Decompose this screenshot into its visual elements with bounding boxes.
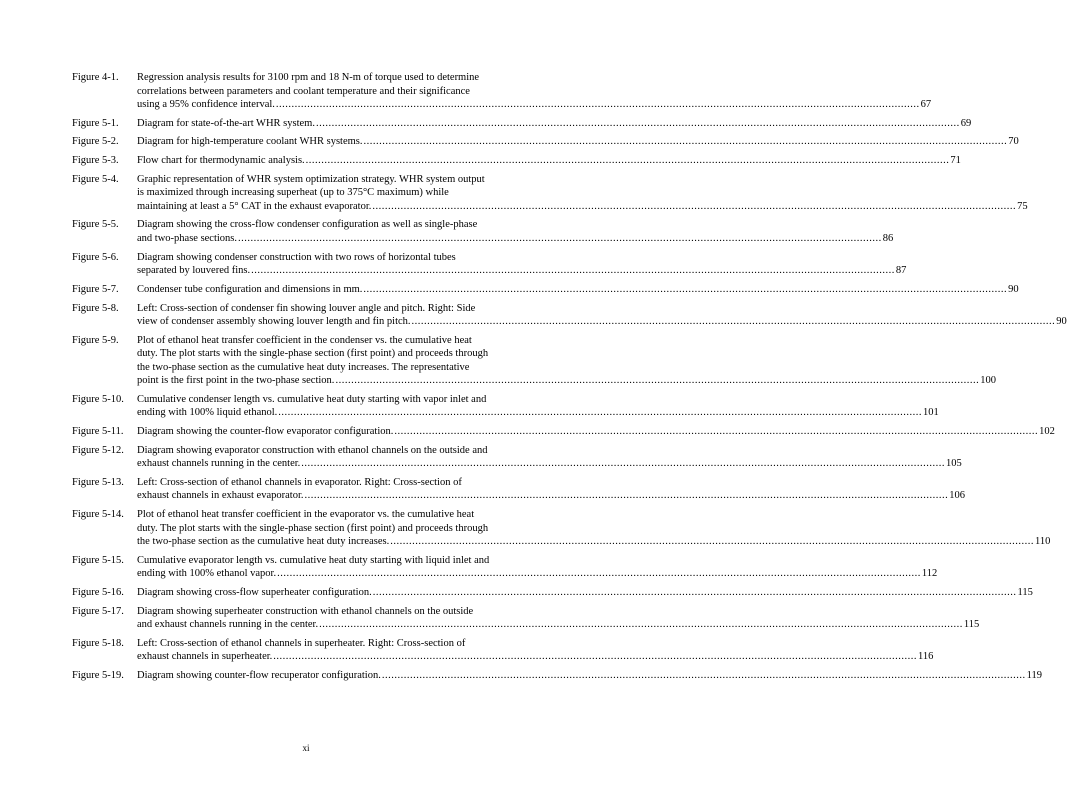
page-number[interactable]: 90 (1056, 316, 1067, 327)
caption-line: Diagram for state-of-the-art WHR system. (137, 117, 315, 129)
caption-line: view of condenser assembly showing louver length and fin pitch. (137, 316, 411, 327)
caption-line: Diagram for high-temperature coolant WHR systems. (137, 136, 363, 148)
dot-leader (319, 618, 963, 632)
figure-entry[interactable] (72, 605, 980, 632)
figure-number: Figure 5-9. (72, 334, 119, 346)
caption-last-line (137, 283, 1019, 297)
figure-entry[interactable] (72, 154, 961, 168)
figure-entry[interactable] (72, 135, 1019, 149)
caption-last-line (137, 232, 893, 246)
figure-caption (137, 476, 965, 503)
figure-caption (137, 444, 962, 471)
caption-line: Left: Cross-section of ethanol channels in superheater. Right: Cross-section of (137, 637, 466, 649)
figure-caption (137, 117, 971, 131)
caption-line: Plot of ethanol heat transfer coefficient in the evaporator vs. the cumulative heat (137, 509, 475, 521)
caption-last-line (137, 135, 1019, 149)
figure-entry[interactable] (72, 444, 962, 471)
figure-number: Figure 5-15. (72, 554, 124, 566)
caption-last-line (137, 650, 933, 664)
page-number[interactable]: 70 (1008, 136, 1019, 148)
figure-number: Figure 5-10. (72, 393, 124, 405)
figure-entry[interactable] (72, 425, 1055, 439)
figure-number: Figure 5-18. (72, 637, 124, 649)
caption-last-line (137, 567, 937, 581)
caption-line: Diagram showing the cross-flow condenser configuration as well as single-phase (137, 219, 478, 231)
caption-last-line (137, 489, 965, 503)
caption-last-line (137, 425, 1055, 439)
caption-line: Diagram showing counter-flow recuperator configuration. (137, 670, 381, 682)
figure-number: Figure 5-13. (72, 476, 124, 488)
caption-last-line (137, 457, 962, 471)
figure-entry[interactable] (72, 334, 996, 388)
figure-number: Figure 5-11. (72, 426, 124, 438)
list-of-figures (72, 71, 1067, 688)
figure-caption (137, 251, 906, 278)
caption-last-line (137, 586, 1033, 600)
caption-last-line (137, 669, 1042, 683)
figure-number: Figure 5-3. (72, 155, 119, 167)
figure-number: Figure 5-4. (72, 173, 119, 185)
figure-caption (137, 669, 1042, 683)
page-number[interactable]: 90 (1008, 283, 1019, 295)
caption-line: exhaust channels running in the center. (137, 458, 301, 470)
page-number[interactable]: 110 (1034, 536, 1051, 548)
caption-line: Diagram showing cross-flow superheater configuration. (137, 587, 372, 598)
caption-last-line (137, 315, 1067, 329)
caption-line: correlations between parameters and coolant temperature and their significance (137, 85, 470, 97)
dot-leader (364, 135, 1008, 149)
page-number[interactable]: 69 (960, 117, 972, 129)
caption-line: is maximized through increasing superheat (up to 375°C maximum) while (137, 187, 449, 199)
dot-leader (363, 283, 1007, 297)
page-number[interactable]: 75 (1017, 200, 1028, 212)
caption-line: Plot of ethanol heat transfer coefficient in the condenser vs. the cumulative heat (137, 334, 472, 346)
figure-caption (137, 425, 1055, 439)
caption-line: Flow chart for thermodynamic analysis. (137, 155, 305, 167)
caption-last-line (137, 264, 906, 278)
page-number-footer: xi (302, 743, 310, 753)
caption-line: Diagram showing superheater construction with ethanol channels on the outside (137, 605, 474, 617)
figure-caption (137, 302, 1067, 329)
caption-line: the two-phase section as the cumulative heat duty increases. The representative (137, 361, 470, 373)
page-number[interactable]: 112 (921, 568, 938, 580)
caption-last-line (137, 117, 971, 131)
caption-line: point is the first point in the two-phase section. (137, 375, 335, 387)
dot-leader (276, 98, 920, 112)
dot-leader (382, 669, 1026, 683)
dot-leader (316, 117, 960, 131)
figure-caption (137, 605, 979, 632)
caption-last-line (137, 618, 979, 632)
dot-leader (238, 232, 882, 246)
caption-line: Diagram showing evaporator construction with ethanol channels on the outside and (137, 444, 488, 456)
page-number[interactable]: 115 (1017, 587, 1033, 598)
figure-number: Figure 4-1. (72, 72, 119, 83)
dot-leader (251, 264, 895, 278)
figure-number: Figure 5-19. (72, 670, 124, 682)
dot-leader (412, 315, 1056, 329)
figure-entry[interactable] (72, 586, 1033, 600)
figure-caption (137, 135, 1019, 149)
caption-line: using a 95% confidence interval. (137, 99, 275, 110)
figure-caption (137, 154, 961, 168)
caption-last-line (137, 154, 961, 168)
figure-caption (137, 637, 933, 664)
dot-leader (335, 374, 979, 388)
dot-leader (277, 567, 921, 581)
page-number[interactable]: 67 (920, 99, 932, 110)
dot-leader (306, 154, 950, 168)
figure-number: Figure 5-17. (72, 605, 124, 617)
figure-entry[interactable] (72, 302, 1067, 329)
page-number[interactable]: 71 (950, 155, 961, 167)
figure-caption (137, 393, 939, 420)
dot-leader (278, 406, 922, 420)
figure-caption (137, 218, 893, 245)
caption-line: and two-phase sections. (137, 232, 238, 244)
dot-leader (301, 457, 945, 471)
figure-number: Figure 5-1. (72, 117, 119, 129)
caption-line: Regression analysis results for 3100 rpm and 18 N-m of torque used to determine (137, 72, 480, 83)
caption-line: Diagram showing condenser construction with two rows of horizontal tubes (137, 251, 456, 263)
dot-leader (390, 535, 1034, 549)
page-number[interactable]: 105 (946, 458, 962, 470)
figure-entry[interactable] (72, 476, 965, 503)
figure-number: Figure 5-7. (72, 283, 119, 295)
figure-number: Figure 5-12. (72, 444, 124, 456)
figure-entry[interactable] (72, 283, 1019, 297)
dot-leader (394, 425, 1038, 439)
figure-caption (137, 508, 1050, 549)
figure-number: Figure 5-8. (72, 302, 119, 314)
figure-entry[interactable] (72, 554, 938, 581)
caption-line: Graphic representation of WHR system optimization strategy. WHR system output (137, 173, 485, 185)
figure-caption (137, 586, 1033, 600)
figure-caption (137, 283, 1019, 297)
caption-last-line (137, 374, 996, 388)
page-number[interactable]: 101 (923, 407, 939, 419)
dot-leader (373, 586, 1017, 600)
page-number[interactable]: 86 (882, 232, 894, 244)
figure-number: Figure 5-5. (72, 219, 119, 231)
page-number[interactable]: 119 (1026, 670, 1042, 682)
caption-last-line (137, 535, 1050, 549)
caption-line: duty. The plot starts with the single-phase section (first point) and proceeds through (137, 522, 489, 534)
caption-line: ending with 100% ethanol vapor. (137, 568, 277, 580)
figure-number: Figure 5-6. (72, 251, 119, 263)
caption-line: Left: Cross-section of condenser fin showing louver angle and pitch. Right: Side (137, 302, 476, 314)
caption-last-line (137, 98, 931, 112)
caption-last-line (137, 200, 1028, 214)
caption-line: separated by louvered fins. (137, 265, 251, 277)
page-number[interactable]: 87 (895, 265, 907, 277)
figure-caption (137, 71, 931, 112)
figure-caption (137, 173, 1028, 214)
caption-line: the two-phase section as the cumulative heat duty increases. (137, 536, 390, 548)
caption-line: Condenser tube configuration and dimensions in mm. (137, 283, 363, 295)
page-number[interactable]: 102 (1039, 426, 1055, 438)
figure-entry[interactable] (72, 218, 894, 245)
caption-line: ending with 100% liquid ethanol. (137, 407, 278, 419)
figure-caption (137, 554, 937, 581)
figure-entry[interactable] (72, 637, 934, 664)
figure-caption (137, 334, 996, 388)
figure-number: Figure 5-2. (72, 136, 119, 148)
caption-line: Left: Cross-section of ethanol channels in evaporator. Right: Cross-section of (137, 476, 462, 488)
figure-entry[interactable] (72, 71, 932, 112)
page-number[interactable]: 106 (949, 490, 965, 502)
caption-line: exhaust channels in exhaust evaporator. (137, 490, 304, 502)
figure-entry[interactable] (72, 393, 939, 420)
dot-leader (372, 200, 1016, 214)
caption-line: Cumulative evaporator length vs. cumulative heat duty starting with liquid inlet and (137, 554, 490, 566)
caption-line: and exhaust channels running in the center. (137, 619, 319, 631)
caption-line: maintaining at least a 5° CAT in the exhaust evaporator. (137, 200, 372, 212)
figure-number: Figure 5-14. (72, 509, 124, 521)
caption-last-line (137, 406, 939, 420)
figure-entry[interactable] (72, 173, 1028, 214)
caption-line: Cumulative condenser length vs. cumulative heat duty starting with vapor inlet and (137, 393, 487, 405)
figure-entry[interactable] (72, 508, 1051, 549)
figure-entry[interactable] (72, 117, 972, 131)
page-number[interactable]: 115 (963, 619, 980, 631)
page-number[interactable]: 116 (918, 651, 934, 663)
dot-leader (305, 489, 949, 503)
caption-line: exhaust channels in superheater. (137, 651, 273, 663)
figure-number: Figure 5-16. (72, 587, 124, 598)
caption-line: duty. The plot starts with the single-phase section (first point) and proceeds through (137, 348, 489, 360)
figure-entry[interactable] (72, 669, 1042, 683)
dot-leader (273, 650, 917, 664)
page-number[interactable]: 100 (980, 375, 996, 387)
figure-entry[interactable] (72, 251, 907, 278)
caption-line: Diagram showing the counter-flow evaporator configuration. (137, 426, 394, 438)
